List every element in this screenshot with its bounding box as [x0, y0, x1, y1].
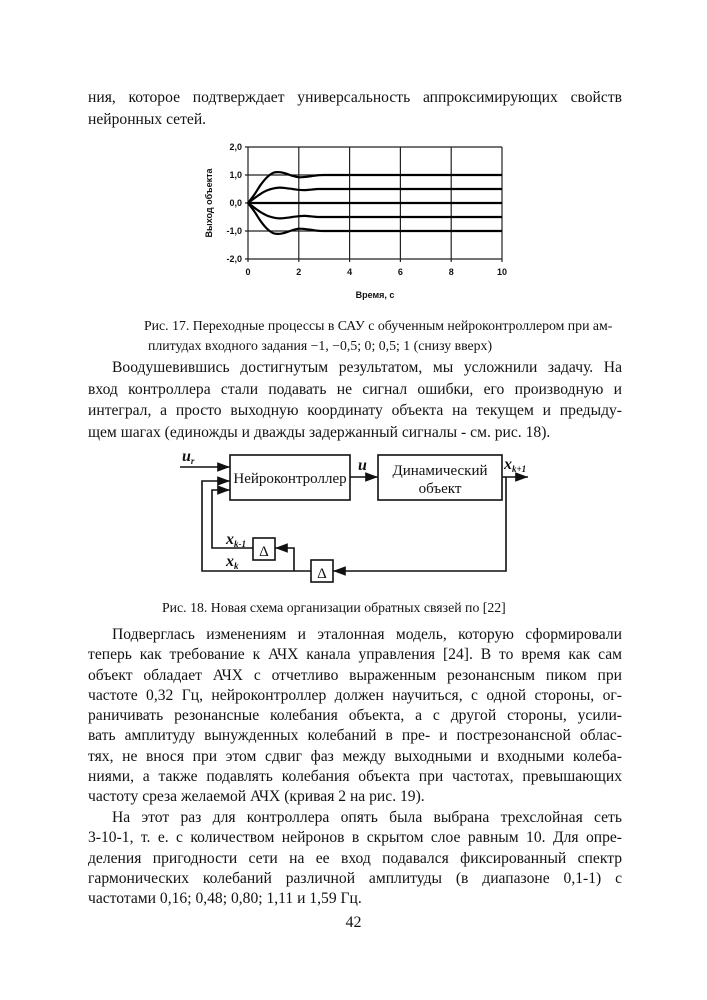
text-line: деления пригодности сети на ее вход подавался фиксированный спектр	[88, 849, 622, 867]
dynamic-object-block	[378, 455, 502, 500]
chart-grid	[245, 147, 502, 262]
output-label: xk+1	[504, 456, 527, 474]
text-line: нейронных сетей.	[88, 110, 207, 128]
neurocontroller-block	[230, 455, 350, 500]
chart-series	[248, 172, 502, 234]
text-line: ния, которое подтверждает универсальность аппроксимирующих свойств	[88, 89, 622, 106]
text-line: ниями, а также подавлять колебания объекта при частотах, превышающих	[88, 768, 622, 786]
text-line: тях, не внося при этом сдвиг фаз между выходными и входными колеба-	[88, 747, 622, 765]
y-tick-label: -1,0	[226, 226, 242, 236]
series-line--0,5	[248, 203, 502, 218]
text-line: теперь как требование к АЧХ канала управления [24]. В то время как сам	[88, 646, 622, 664]
y-tick-label: 1,0	[229, 170, 242, 180]
figure-17-chart	[0, 0, 707, 320]
figure-17-caption	[144, 316, 612, 356]
text-line: раничивать резонансные колебания объекта, а с другой стороны, усили-	[88, 707, 622, 725]
plant-label-2: объект	[418, 481, 462, 497]
text-line: Подверглась изменениям и эталонная модель, которую сформировали	[112, 626, 622, 643]
x-tick-label: 0	[245, 267, 251, 277]
text-line: вход контроллера стали подавать не сигнал ошибки, его производную и	[88, 380, 622, 398]
xk-label: xk	[226, 553, 239, 571]
x-axis-label: Время, с	[355, 290, 395, 300]
text-line: Воодушевившись достигнутым результатом, мы усложнили задачу. На	[112, 359, 622, 376]
figure-18-caption: Рис. 18. Новая схема организации обратных связей по [22]	[162, 600, 506, 615]
paragraph-2	[88, 357, 622, 443]
text-line: объект обладает АЧХ с отчетливо выраженным резонансным пиком при	[88, 666, 622, 684]
chart-ticks	[226, 142, 507, 277]
x-tick-label: 2	[296, 267, 302, 277]
control-u-label: u	[358, 457, 367, 474]
y-tick-label: -2,0	[226, 254, 242, 264]
series-line-0,5	[248, 188, 502, 203]
text-line: частоту среза желаемой АЧХ (кривая 2 на рис. 19).	[88, 788, 425, 806]
x-tick-label: 6	[397, 267, 403, 277]
y-tick-label: 0,0	[229, 198, 242, 208]
delay-label-1: Δ	[259, 544, 269, 560]
text-line: вать амплитуду вынужденных колебаний в пре- и пострезонансной облас-	[88, 727, 622, 745]
caption-line: плитудах входного задания −1, −0,5; 0; 0,5; 1 (снизу вверх)	[148, 338, 493, 353]
y-axis-label: Выход объекта	[204, 168, 214, 238]
plant-label-1: Динамический	[392, 463, 488, 479]
text-line: частоте 0,32 Гц, нейроконтроллер должен научиться, с одной стороны, ог-	[88, 686, 622, 704]
text-line: интеграл, а просто выходную координату объекта на текущем и предыду-	[88, 402, 622, 420]
input-ur-label: ur	[182, 448, 195, 466]
x-tick-label: 8	[448, 267, 454, 277]
paragraph-3	[88, 625, 622, 808]
x-tick-label: 10	[496, 267, 508, 277]
delay-block-1	[253, 538, 275, 560]
delay-block-2	[311, 560, 333, 582]
text-line: щем шагах (единожды и дважды задержанный сигналы - см. рис. 18).	[88, 423, 551, 441]
paragraph-4	[88, 808, 622, 909]
x-tick-label: 4	[347, 267, 353, 277]
text-line: гармонических колебаний различной амплитуды (в диапазоне 0,1-1) с	[88, 869, 622, 887]
text-line: На этот раз для контроллера опять была выбрана трехслойная сеть	[112, 809, 622, 826]
page-number: 42	[345, 914, 362, 931]
delay-label-2: Δ	[317, 566, 327, 582]
y-tick-label: 2,0	[229, 142, 242, 152]
text-line: 3-10-1, т. е. с количеством нейронов в скрытом слое равным 10. Для опре-	[88, 829, 622, 847]
text-line: частотами 0,16; 0,48; 0,80; 1,11 и 1,59 Гц.	[88, 890, 362, 908]
xk-minus-1-label: xk-1	[226, 531, 246, 549]
caption-line: Рис. 17. Переходные процессы в САУ с обученным нейроконтроллером при ам-	[144, 318, 613, 333]
neurocontroller-label: Нейроконтроллер	[233, 471, 347, 487]
